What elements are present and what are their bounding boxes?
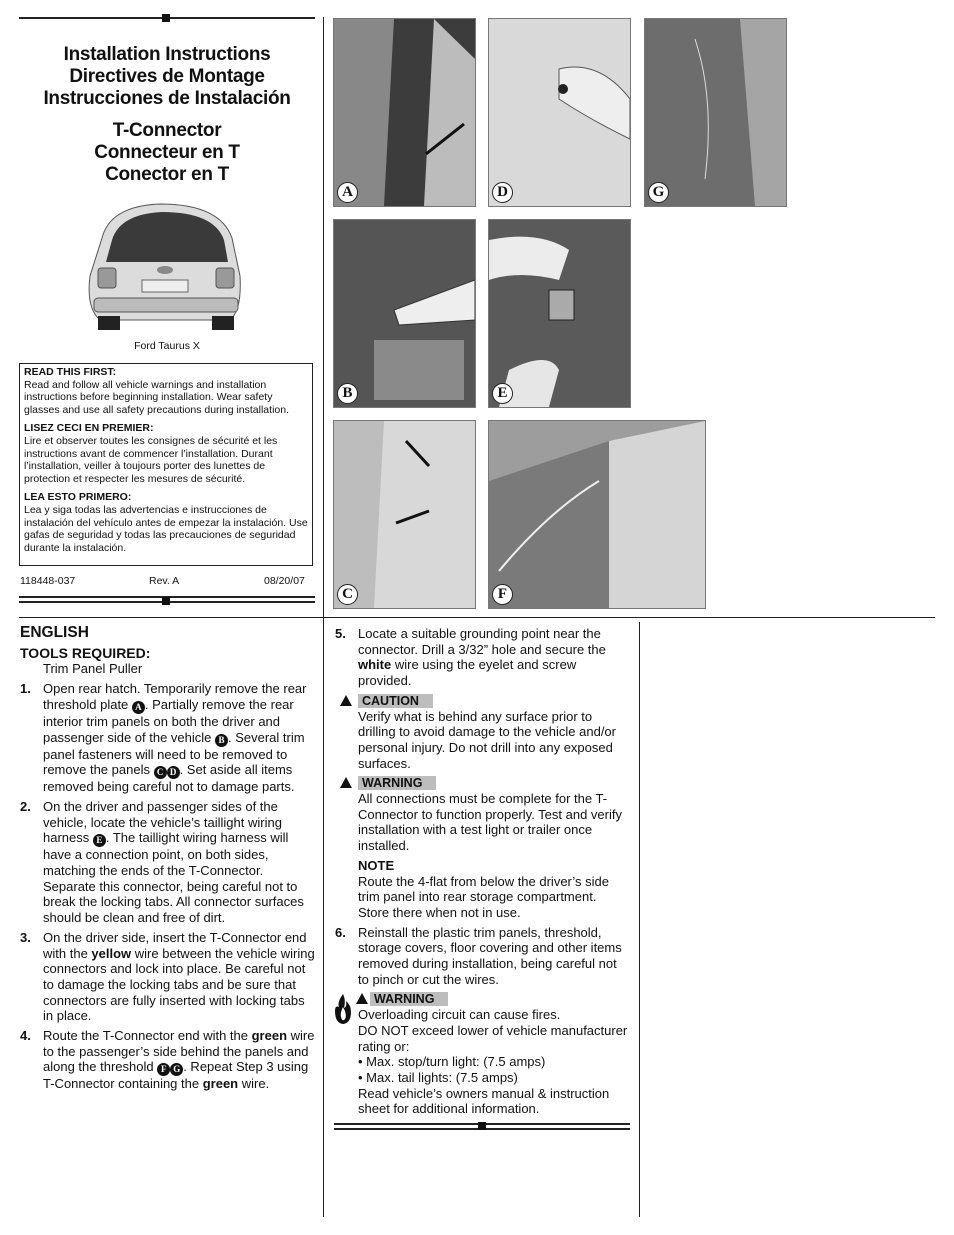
caution-block	[335, 693, 631, 772]
revision: Rev. A	[149, 575, 180, 587]
photo-label: A	[337, 182, 358, 203]
title-fr: Directives de Montage	[69, 66, 265, 87]
step-6: 6. Reinstall the plastic trim panels, threshold, storage covers, floor covering and other items removed during installation, being careful not to pinch or cut the wires.	[335, 924, 622, 987]
photo-f	[488, 420, 706, 609]
tools-heading: TOOLS REQUIRED:	[20, 644, 151, 661]
read-first-en-text: Read and follow all vehicle warnings and installation instructions before beginning installation. Wear safety glasses and use all safety precautions during installation.	[24, 378, 289, 416]
read-first-en-title: READ THIS FIRST:	[24, 366, 117, 378]
note-block	[335, 858, 631, 921]
doc-date: 08/20/07	[264, 575, 305, 587]
photo-e	[488, 219, 631, 408]
fire-warning-line: Overloading circuit can cause fires.	[358, 1007, 561, 1023]
section-heading: ENGLISH	[20, 624, 89, 641]
photo-label: B	[337, 383, 358, 404]
photo-ref: E	[93, 834, 106, 847]
step-2: 2. On the driver and passenger sides of the vehicle, locate the vehicle’s taillight wiring harness E . The taillight wiring harness will have a connection point, on both sides, matching the ends of the T-Connector. Separate this connector, being careful not to break the locking tabs. All connector surfaces should be clean and free of dirt.	[20, 798, 304, 926]
photo-g	[644, 18, 787, 207]
read-first-fr-text: Lire et observer toutes les consignes de sécurité et les instructions avant de commencer l’installation. Durant l’installation, veiller à toujours porter des lunettes de protection et respecter les mesures de sécurité.	[24, 434, 278, 485]
warning-triangle-icon	[340, 695, 352, 706]
photo-label: E	[492, 383, 513, 404]
fire-warning-line: Read vehicle’s owners manual & instruction sheet for additional information.	[358, 1085, 610, 1117]
read-first-box	[19, 363, 313, 566]
photo-label: D	[492, 182, 513, 203]
warning-triangle-icon	[356, 993, 368, 1004]
product-fr: Connecteur en T	[94, 142, 240, 163]
read-first-fr-title: LISEZ CECI EN PREMIER:	[24, 422, 154, 435]
read-first-es-title: LEA ESTO PRIMERO:	[24, 491, 132, 504]
photo-label: G	[648, 182, 669, 203]
step-3: 3. On the driver side, insert the T-Connector end with the yellow wire between the vehicle wiring connectors and lock into place. Be careful not to damage the locking tabs and be sure that connectors are fully inserted with locking tabs in place.	[20, 929, 315, 1024]
english-column-1	[20, 625, 316, 1092]
photo-ref: F	[157, 1063, 170, 1076]
warning-block	[335, 775, 631, 854]
fire-warning-line: DO NOT exceed lower of vehicle manufacturer rating or:	[358, 1022, 628, 1054]
step-5: 5. Locate a suitable grounding point near the connector. Drill a 3/32” hole and secure the white wire using the eyelet and screw provided.	[335, 626, 606, 689]
section-rule	[19, 617, 935, 618]
step-4: 4. Route the T-Connector end with the green wire to the passenger’s side behind the panels and along the threshold F G . Repeat Step 3 using T-Connector containing the green wire.	[20, 1028, 315, 1092]
note-text: Route the 4-flat from below the driver’s side trim panel into rear storage compartment. Store there when not in use.	[358, 873, 609, 920]
part-number: 118448-037	[20, 575, 76, 587]
product-block	[20, 120, 314, 186]
photo-ref: G	[170, 1063, 183, 1076]
photo-label: F	[492, 584, 513, 605]
warning-label: WARNING	[358, 776, 436, 790]
photo-b	[333, 219, 476, 408]
fire-warning-line: • Max. tail lights: (7.5 amps)	[358, 1069, 518, 1085]
step-1: 1. Open rear hatch. Temporarily remove the rear threshold plate A . Partially remove the rear interior trim panels on both the driver and passenger side of the vehicle B . Several trim panel fasteners will need to be removed to remove the panels C D . Set aside all items removed being careful not to damage parts.	[20, 681, 307, 795]
read-first-es-text: Lea y siga todas las advertencias e instrucciones de instalación del vehículo antes de empezar la instalación. Use gafas de seguridad y todas las precauciones de seguridad durante la instalación.	[24, 503, 308, 554]
photo-label: C	[337, 584, 358, 605]
caution-label: CAUTION	[358, 694, 433, 708]
fire-warning-block	[335, 991, 631, 1117]
photo-ref: B	[215, 734, 228, 747]
photo-ref: C	[154, 766, 167, 779]
rule-marker	[478, 1122, 486, 1130]
photo-c	[333, 420, 476, 609]
product-es: Conector en T	[105, 164, 229, 185]
rule-marker	[162, 14, 170, 22]
vehicle-image	[80, 198, 250, 333]
english-column-2	[335, 626, 631, 1117]
title-es: Instrucciones de Instalación	[43, 88, 291, 109]
column-divider	[639, 622, 640, 1217]
product-en: T-Connector	[112, 120, 222, 141]
photo-a	[333, 18, 476, 207]
title-en: Installation Instructions	[63, 44, 271, 65]
fire-warning-line: • Max. stop/turn light: (7.5 amps)	[358, 1054, 546, 1070]
photo-ref: D	[167, 766, 180, 779]
rule-marker	[162, 597, 170, 605]
caution-text: Verify what is behind any surface prior to drilling to avoid damage to the vehicle and/or personal injury. Do not drill into any exposed surfaces.	[358, 708, 616, 771]
warning-triangle-icon	[340, 777, 352, 788]
vehicle-caption: Ford Taurus X	[134, 340, 200, 352]
tool-item: Trim Panel Puller	[43, 661, 143, 677]
note-label: NOTE	[358, 857, 395, 873]
photo-d	[488, 18, 631, 207]
warning-text: All connections must be complete for the T-Connector to function properly. Test and verify installation with a test light or trailer once installed.	[358, 791, 622, 854]
fire-icon	[333, 993, 353, 1025]
photo-ref: A	[132, 701, 145, 714]
warning-label: WARNING	[370, 992, 448, 1006]
title-block	[20, 44, 314, 110]
